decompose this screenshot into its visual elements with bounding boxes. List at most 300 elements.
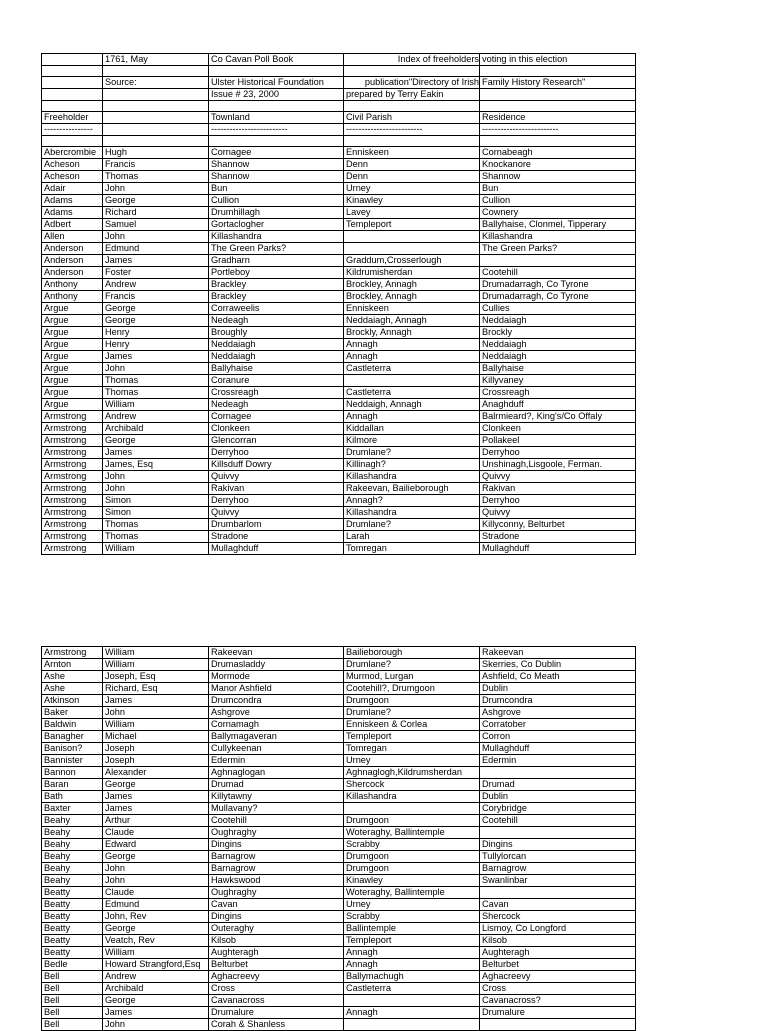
surname-cell: Ashe <box>42 683 103 695</box>
table-row <box>42 255 636 267</box>
surname-cell: Anderson <box>42 267 103 279</box>
forename-cell: James, Esq <box>103 459 209 471</box>
civil-parish-cell: Neddaiagh, Annagh <box>344 315 480 327</box>
forename-cell: George <box>103 315 209 327</box>
forename-cell: Thomas <box>103 387 209 399</box>
townland-cell: Hawkswood <box>209 875 344 887</box>
forename-cell: Arthur <box>103 815 209 827</box>
table-row <box>42 291 636 303</box>
residence-cell: Balrmieard?, King's/Co Offaly <box>480 411 636 423</box>
residence-cell: Kilsob <box>480 935 636 947</box>
forename-cell: Andrew <box>103 279 209 291</box>
residence-cell: Shercock <box>480 911 636 923</box>
table-row <box>42 219 636 231</box>
surname-cell: Beatty <box>42 935 103 947</box>
residence-cell: Corron <box>480 731 636 743</box>
residence-cell: Cornabeagh <box>480 147 636 159</box>
cell <box>480 89 636 101</box>
surname-cell: Anderson <box>42 255 103 267</box>
civil-parish-header: Civil Parish <box>344 112 480 124</box>
table-row <box>42 447 636 459</box>
residence-cell: Dingins <box>480 839 636 851</box>
townland-cell: Mullavany? <box>209 803 344 815</box>
table-row <box>42 435 636 447</box>
table-row <box>42 375 636 387</box>
residence-cell: Quivvy <box>480 471 636 483</box>
forename-cell: Archibald <box>103 423 209 435</box>
sheet-body-bottom <box>42 647 636 1031</box>
residence-cell <box>480 255 636 267</box>
civil-parish-cell: Tomregan <box>344 543 480 555</box>
townland-cell: Crossreagh <box>209 387 344 399</box>
table-row <box>42 731 636 743</box>
surname-cell: Bell <box>42 983 103 995</box>
civil-parish-cell: Killashandra <box>344 507 480 519</box>
townland-cell: Gortaclogher <box>209 219 344 231</box>
table-row <box>42 659 636 671</box>
surname-cell: Adair <box>42 183 103 195</box>
surname-cell: Armstrong <box>42 471 103 483</box>
forename-cell: Joseph <box>103 755 209 767</box>
civil-parish-cell: Kildrumisherdan <box>344 267 480 279</box>
table-row <box>42 887 636 899</box>
table-row <box>42 495 636 507</box>
surname-cell: Bath <box>42 791 103 803</box>
table-row <box>42 707 636 719</box>
surname-cell: Beahy <box>42 839 103 851</box>
townland-cell: Belturbet <box>209 959 344 971</box>
source-publication-cell: publication"Directory of Irish <box>344 77 480 89</box>
civil-parish-cell: Templeport <box>344 731 480 743</box>
table-row <box>42 839 636 851</box>
civil-parish-cell: Enniskeen & Corlea <box>344 719 480 731</box>
civil-parish-cell: Cootehill?, Drumgoon <box>344 683 480 695</box>
surname-cell: Arnton <box>42 659 103 671</box>
townland-cell: Aughteragh <box>209 947 344 959</box>
townland-cell: Killytawny <box>209 791 344 803</box>
civil-parish-cell: Enniskeen <box>344 147 480 159</box>
table-row <box>42 683 636 695</box>
table-row <box>42 1007 636 1019</box>
table-row <box>42 195 636 207</box>
surname-cell: Acheson <box>42 159 103 171</box>
civil-parish-cell: Neddaigh, Annagh <box>344 399 480 411</box>
surname-cell: Armstrong <box>42 423 103 435</box>
surname-cell: Allen <box>42 231 103 243</box>
source-title-cell: Family History Research" <box>480 77 636 89</box>
forename-cell: Hugh <box>103 147 209 159</box>
surname-cell: Banison? <box>42 743 103 755</box>
civil-parish-cell: Drumgoon <box>344 863 480 875</box>
surname-cell: Bell <box>42 971 103 983</box>
table-row <box>42 935 636 947</box>
residence-cell: Quivvy <box>480 507 636 519</box>
table-row <box>42 531 636 543</box>
residence-cell: Skerries, Co Dublin <box>480 659 636 671</box>
table-row <box>42 267 636 279</box>
table-row <box>42 647 636 659</box>
table-row <box>42 695 636 707</box>
surname-cell: Bell <box>42 1019 103 1031</box>
forename-cell: John <box>103 875 209 887</box>
residence-cell: Knockanore <box>480 159 636 171</box>
forename-cell: Thomas <box>103 531 209 543</box>
forename-cell: William <box>103 543 209 555</box>
spreadsheet-page-2 <box>41 646 636 1031</box>
residence-cell: Stradone <box>480 531 636 543</box>
sheet-body-top <box>42 54 636 555</box>
forename-cell: Archibald <box>103 983 209 995</box>
residence-cell: Ashfield, Co Meath <box>480 671 636 683</box>
surname-cell: Argue <box>42 339 103 351</box>
surname-cell: Bedle <box>42 959 103 971</box>
townland-cell: Derryhoo <box>209 495 344 507</box>
table-row <box>42 791 636 803</box>
dash-cell: ------------------------- <box>480 124 636 136</box>
residence-cell: Cavan <box>480 899 636 911</box>
townland-cell: Cornamagh <box>209 719 344 731</box>
civil-parish-cell <box>344 1019 480 1031</box>
freeholder-header: Freeholder <box>42 112 103 124</box>
townland-cell: Cootehill <box>209 815 344 827</box>
residence-cell: Mullaghduff <box>480 743 636 755</box>
surname-cell: Armstrong <box>42 411 103 423</box>
forename-cell: Michael <box>103 731 209 743</box>
surname-cell: Armstrong <box>42 495 103 507</box>
forename-cell: Joseph, Esq <box>103 671 209 683</box>
residence-cell: Aghacreevy <box>480 971 636 983</box>
residence-cell: Neddaiagh <box>480 339 636 351</box>
table-row <box>42 779 636 791</box>
forename-header <box>103 112 209 124</box>
civil-parish-cell: Killinagh? <box>344 459 480 471</box>
surname-cell: Bannon <box>42 767 103 779</box>
table-row <box>42 911 636 923</box>
civil-parish-cell: Denn <box>344 171 480 183</box>
townland-cell: Aghnaglogan <box>209 767 344 779</box>
townland-cell: Stradone <box>209 531 344 543</box>
civil-parish-cell: Denn <box>344 159 480 171</box>
table-row <box>42 815 636 827</box>
townland-cell: Brackley <box>209 291 344 303</box>
poll-book-title-cell: Co Cavan Poll Book <box>209 54 344 66</box>
forename-cell: Samuel <box>103 219 209 231</box>
cell <box>480 66 636 77</box>
table-row <box>42 159 636 171</box>
forename-cell: Simon <box>103 495 209 507</box>
date-cell: 1761, May <box>103 54 209 66</box>
surname-cell: Acheson <box>42 171 103 183</box>
surname-cell: Beahy <box>42 815 103 827</box>
prepared-by-cell: prepared by Terry Eakin <box>344 89 480 101</box>
cell <box>344 101 480 112</box>
townland-cell: Aghacreevy <box>209 971 344 983</box>
townland-cell: Quivvy <box>209 507 344 519</box>
table-row <box>42 243 636 255</box>
cell <box>209 66 344 77</box>
forename-cell: Claude <box>103 827 209 839</box>
cell <box>209 136 344 147</box>
townland-cell: Cavan <box>209 899 344 911</box>
civil-parish-cell: Graddum,Crosserlough <box>344 255 480 267</box>
residence-cell: Cownery <box>480 207 636 219</box>
table-row <box>42 315 636 327</box>
table-row <box>42 543 636 555</box>
surname-cell: Argue <box>42 351 103 363</box>
surname-cell: Baran <box>42 779 103 791</box>
forename-cell: Thomas <box>103 171 209 183</box>
civil-parish-cell: Murmod, Lurgan <box>344 671 480 683</box>
source-publisher-cell: Ulster Historical Foundation <box>209 77 344 89</box>
spreadsheet-page-1 <box>41 53 636 555</box>
townland-cell: Cornagee <box>209 411 344 423</box>
civil-parish-cell: Drumgoon <box>344 815 480 827</box>
surname-cell: Beahy <box>42 863 103 875</box>
dash-cell <box>103 124 209 136</box>
forename-cell: Henry <box>103 327 209 339</box>
townland-cell: Cavanacross <box>209 995 344 1007</box>
townland-cell: Ashgrove <box>209 707 344 719</box>
civil-parish-cell: Annagh <box>344 947 480 959</box>
civil-parish-cell: Woteraghy, Ballintemple <box>344 827 480 839</box>
forename-cell: James <box>103 447 209 459</box>
surname-cell: Armstrong <box>42 543 103 555</box>
residence-cell: Corratober <box>480 719 636 731</box>
surname-cell: Banagher <box>42 731 103 743</box>
residence-cell <box>480 1019 636 1031</box>
townland-cell: Kilsob <box>209 935 344 947</box>
residence-cell <box>480 767 636 779</box>
voting-title-cell: voting in this election <box>480 54 636 66</box>
townland-cell: Manor Ashfield <box>209 683 344 695</box>
civil-parish-cell: Scrabby <box>344 839 480 851</box>
dash-cell: ------------------------- <box>209 124 344 136</box>
residence-cell: Cross <box>480 983 636 995</box>
civil-parish-cell: Aghnaglogh,Kildrumsherdan <box>344 767 480 779</box>
townland-cell: Cornagee <box>209 147 344 159</box>
townland-cell: Oughraghy <box>209 887 344 899</box>
table-row <box>42 183 636 195</box>
source-label-cell: Source: <box>103 77 209 89</box>
cell <box>103 101 209 112</box>
table-row <box>42 471 636 483</box>
table-row <box>42 387 636 399</box>
residence-cell: Drumadarragh, Co Tyrone <box>480 291 636 303</box>
townland-cell: Drumhillagh <box>209 207 344 219</box>
residence-cell: Killyconny, Belturbet <box>480 519 636 531</box>
issue-row <box>42 89 636 101</box>
table-row <box>42 671 636 683</box>
forename-cell: John <box>103 863 209 875</box>
residence-cell: Corybridge <box>480 803 636 815</box>
table-row <box>42 459 636 471</box>
table-row <box>42 767 636 779</box>
cell <box>344 136 480 147</box>
townland-cell: Nedeagh <box>209 399 344 411</box>
residence-cell: Tullylorcan <box>480 851 636 863</box>
townland-cell: Neddaiagh <box>209 351 344 363</box>
civil-parish-cell <box>344 375 480 387</box>
townland-cell: Nedeagh <box>209 315 344 327</box>
townland-cell: Mormode <box>209 671 344 683</box>
cell <box>42 77 103 89</box>
forename-cell: Howard Strangford,Esq <box>103 959 209 971</box>
civil-parish-cell: Enniskeen <box>344 303 480 315</box>
civil-parish-cell: Woteraghy, Ballintemple <box>344 887 480 899</box>
table-row <box>42 983 636 995</box>
forename-cell: George <box>103 995 209 1007</box>
civil-parish-cell: Drumgoon <box>344 851 480 863</box>
residence-cell: Drumad <box>480 779 636 791</box>
forename-cell: John <box>103 471 209 483</box>
surname-cell: Armstrong <box>42 519 103 531</box>
civil-parish-cell: Scrabby <box>344 911 480 923</box>
civil-parish-cell: Ballymachugh <box>344 971 480 983</box>
forename-cell: Alexander <box>103 767 209 779</box>
table-row <box>42 207 636 219</box>
cell <box>480 101 636 112</box>
forename-cell: Francis <box>103 291 209 303</box>
table-row <box>42 995 636 1007</box>
surname-cell: Ashe <box>42 671 103 683</box>
civil-parish-cell: Ballintemple <box>344 923 480 935</box>
townland-cell: Shannow <box>209 159 344 171</box>
table-row <box>42 171 636 183</box>
forename-cell: Henry <box>103 339 209 351</box>
residence-cell: Killyvaney <box>480 375 636 387</box>
residence-cell: The Green Parks? <box>480 243 636 255</box>
table-row <box>42 1019 636 1031</box>
civil-parish-cell: Rakeevan, Bailieborough <box>344 483 480 495</box>
forename-cell: William <box>103 659 209 671</box>
civil-parish-cell: Lavey <box>344 207 480 219</box>
surname-cell: Bannister <box>42 755 103 767</box>
residence-cell: Edermin <box>480 755 636 767</box>
townland-cell: Bun <box>209 183 344 195</box>
civil-parish-cell: Larah <box>344 531 480 543</box>
table-row <box>42 875 636 887</box>
forename-cell: Simon <box>103 507 209 519</box>
townland-cell: Corraweelis <box>209 303 344 315</box>
residence-cell: Derryhoo <box>480 447 636 459</box>
forename-cell: Edward <box>103 839 209 851</box>
surname-cell: Atkinson <box>42 695 103 707</box>
forename-cell: John <box>103 707 209 719</box>
column-header-row <box>42 112 636 124</box>
residence-cell: Ballyhaise <box>480 363 636 375</box>
surname-cell: Abercrombie <box>42 147 103 159</box>
cell <box>42 54 103 66</box>
townland-cell: Drumbarlom <box>209 519 344 531</box>
civil-parish-cell: Urney <box>344 183 480 195</box>
residence-cell: Ballyhaise, Clonmel, Tipperary <box>480 219 636 231</box>
residence-cell: Barnagrow <box>480 863 636 875</box>
civil-parish-cell: Annagh? <box>344 495 480 507</box>
forename-cell: Thomas <box>103 519 209 531</box>
table-row <box>42 899 636 911</box>
cell <box>103 66 209 77</box>
surname-cell: Argue <box>42 315 103 327</box>
residence-cell: Drumadarragh, Co Tyrone <box>480 279 636 291</box>
surname-cell: Argue <box>42 375 103 387</box>
civil-parish-cell: Brockly, Annagh <box>344 327 480 339</box>
surname-cell: Armstrong <box>42 483 103 495</box>
townland-cell: Drumad <box>209 779 344 791</box>
civil-parish-cell: Killashandra <box>344 791 480 803</box>
civil-parish-cell: Drumlane? <box>344 519 480 531</box>
surname-cell: Argue <box>42 387 103 399</box>
table-row <box>42 507 636 519</box>
forename-cell: William <box>103 647 209 659</box>
dash-separator-row <box>42 124 636 136</box>
table-row <box>42 719 636 731</box>
forename-cell: Foster <box>103 267 209 279</box>
dash-cell: ------------------------- <box>344 124 480 136</box>
table-row <box>42 851 636 863</box>
residence-cell: Neddaiagh <box>480 315 636 327</box>
table-row <box>42 863 636 875</box>
townland-cell: Oughraghy <box>209 827 344 839</box>
forename-cell: James <box>103 255 209 267</box>
forename-cell: James <box>103 791 209 803</box>
civil-parish-cell: Drumlane? <box>344 707 480 719</box>
table-row <box>42 803 636 815</box>
residence-cell: Lismoy, Co Longford <box>480 923 636 935</box>
surname-cell: Argue <box>42 327 103 339</box>
surname-cell: Beatty <box>42 887 103 899</box>
cell <box>480 136 636 147</box>
cell <box>103 89 209 101</box>
civil-parish-cell: Kilmore <box>344 435 480 447</box>
surname-cell: Baldwin <box>42 719 103 731</box>
forename-cell: George <box>103 923 209 935</box>
forename-cell: Edmund <box>103 243 209 255</box>
townland-cell: Portleboy <box>209 267 344 279</box>
forename-cell: Thomas <box>103 375 209 387</box>
residence-cell: Ashgrove <box>480 707 636 719</box>
surname-cell: Bell <box>42 1007 103 1019</box>
table-row <box>42 743 636 755</box>
forename-cell: John <box>103 483 209 495</box>
townland-cell: Gradharn <box>209 255 344 267</box>
surname-cell: Armstrong <box>42 507 103 519</box>
civil-parish-cell: Kiddallan <box>344 423 480 435</box>
civil-parish-cell: Urney <box>344 899 480 911</box>
table-row <box>42 483 636 495</box>
forename-cell: John, Rev <box>103 911 209 923</box>
civil-parish-cell <box>344 231 480 243</box>
residence-cell: Aughteragh <box>480 947 636 959</box>
surname-cell: Armstrong <box>42 435 103 447</box>
residence-cell: Anaghduff <box>480 399 636 411</box>
residence-cell: Belturbet <box>480 959 636 971</box>
townland-cell: Broughly <box>209 327 344 339</box>
townland-cell: Neddaiagh <box>209 339 344 351</box>
residence-cell: Brockly <box>480 327 636 339</box>
civil-parish-cell: Bailieborough <box>344 647 480 659</box>
civil-parish-cell: Brockley, Annagh <box>344 279 480 291</box>
residence-cell: Neddaiagh <box>480 351 636 363</box>
residence-cell <box>480 887 636 899</box>
title-row <box>42 54 636 66</box>
cell <box>103 136 209 147</box>
forename-cell: William <box>103 399 209 411</box>
residence-cell: Cootehill <box>480 815 636 827</box>
residence-cell: Mullaghduff <box>480 543 636 555</box>
civil-parish-cell: Killashandra <box>344 471 480 483</box>
townland-cell: Cullion <box>209 195 344 207</box>
surname-cell: Bell <box>42 995 103 1007</box>
